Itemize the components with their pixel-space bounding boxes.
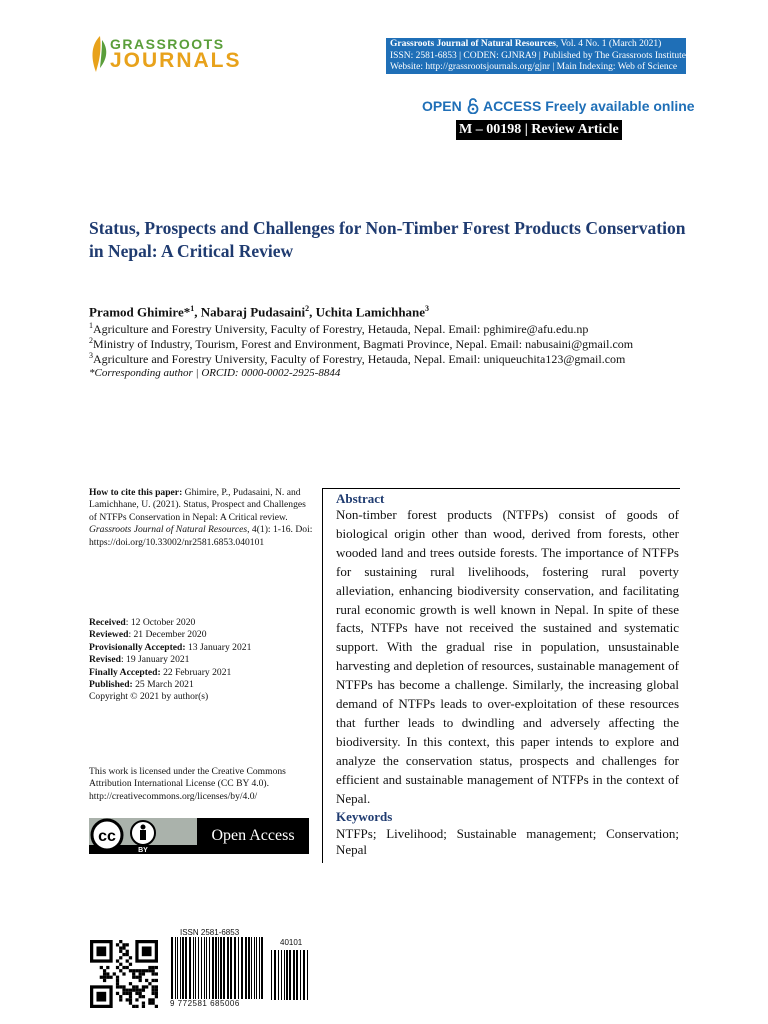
author-list — [89, 304, 429, 320]
affiliation-3 — [89, 351, 625, 367]
date-reviewed-value: : 21 December 2020 — [128, 629, 207, 641]
barcode-digits: 9 772581 685006 — [170, 999, 240, 1008]
logo-text-journals: JOURNALS — [110, 49, 242, 72]
abstract-body: Non-timber forest products (NTFPs) consist of goods of biological origin other than wood, derived from forests, other wooded land and trees outside forests. The importance of NTFPs for sustaining rural livelihoods, fostering rural poverty alleviation, enhancing biodiversity conservation, and facilitating rural economic growth is well known in Nepal. In spite of these facts, NTFPs have not received the sustained and systematic support. With the gradual rise in population, unsustainable harvesting and depletion of resources, sustainable management of NTFPs has become a challenge. Similarly, the increasing global demand of NTFPs leads to over-exploitation of these resources that further leads to dwindling and adversely affecting the biodiversity. In this context, this paper intends to explore and analyze the conservation status, prospects and challenges for efficient and sustainable management of NTFPs in the context of Nepal. — [336, 507, 679, 806]
date-reviewed — [89, 629, 251, 641]
author-2-sup: 2 — [305, 304, 310, 313]
barcode-addon-icon — [270, 950, 310, 1000]
affiliation-2-text: Ministry of Industry, Tourism, Forest and Environment, Bagmati Province, Nepal. Email: nabusaini@gmail.com — [93, 337, 634, 351]
date-received — [89, 617, 251, 629]
affiliation-1-sup: 1 — [89, 321, 93, 330]
corresponding-author: *Corresponding author | ORCID: 0000-0002-2925-8844 — [89, 367, 341, 379]
date-revised — [89, 654, 251, 666]
date-reviewed-label: Reviewed — [89, 629, 129, 641]
dates-block — [89, 617, 251, 704]
date-provisional-value: 13 January 2021 — [185, 641, 252, 653]
paper-title: Status, Prospects and Challenges for Non-Timber Forest Products Conservation in Nepal: A Critical Review — [89, 218, 686, 261]
open-access-rest: ACCESS Freely available online — [482, 98, 695, 114]
journal-logo — [88, 34, 248, 74]
license-url[interactable]: http://creativecommons.org/licenses/by/4.0/ — [89, 790, 258, 802]
license-block — [89, 766, 309, 803]
date-published — [89, 679, 251, 691]
date-published-label: Published: — [89, 679, 133, 691]
date-received-label: Received — [89, 617, 126, 628]
journal-issn-line: ISSN: 2581-6853 | CODEN: GJNRA9 | Published by The Grassroots Institute — [390, 50, 686, 61]
journal-volume: , Vol. 4 No. 1 (March 2021) — [555, 39, 662, 49]
citation-journal: Grassroots Journal of Natural Resources — [89, 524, 248, 536]
date-final — [89, 667, 251, 679]
abstract-top-rule — [322, 488, 680, 489]
by-text: BY — [138, 847, 148, 854]
license-text: This work is licensed under the Creative Commons Attribution International License (CC BY 4.0). — [89, 766, 286, 790]
date-final-label: Finally Accepted: — [89, 666, 161, 678]
barcode-issn: ISSN 2581-6853 — [180, 928, 240, 937]
author-2: , Nabaraj Pudasaini — [194, 304, 306, 320]
journal-info-box — [386, 38, 686, 74]
affiliation-3-text: Agriculture and Forestry University, Faculty of Forestry, Hetauda, Nepal. Email: uniqueuchita123@gmail.com — [93, 352, 626, 366]
affiliation-2-sup: 2 — [89, 336, 93, 345]
citation-label: How to cite this paper: — [89, 487, 183, 498]
logo-text-grassroots: GRASSROOTS — [110, 36, 225, 52]
qr-code-icon — [90, 940, 158, 1008]
leaf-logo-icon — [88, 34, 110, 74]
open-lock-icon — [467, 98, 479, 114]
date-revised-label: Revised — [89, 654, 121, 666]
date-revised-value: : 19 January 2021 — [120, 654, 190, 666]
author-1: Pramod Ghimire* — [89, 304, 191, 320]
cc-by-icon — [89, 818, 197, 854]
open-access-badge: Open Access — [197, 818, 309, 854]
barcode-addon-number: 40101 — [280, 938, 303, 947]
affiliation-1 — [89, 321, 588, 337]
date-received-value: : 12 October 2020 — [125, 617, 196, 628]
barcode-icon — [170, 937, 266, 999]
citation-block — [89, 487, 315, 549]
keywords-body: NTFPs; Livelihood; Sustainable management; Conservation; Nepal — [336, 826, 679, 857]
keywords-heading: Keywords — [336, 809, 393, 824]
date-final-value: 22 February 2021 — [160, 666, 232, 678]
copyright: Copyright © 2021 by author(s) — [89, 691, 209, 703]
cc-by-badge[interactable] — [89, 818, 197, 854]
affiliation-2 — [89, 336, 633, 352]
author-3: , Uchita Lamichhane — [309, 304, 426, 320]
open-access-open: OPEN — [422, 98, 462, 114]
article-type-badge: M – 00198 | Review Article — [456, 120, 622, 140]
author-3-sup: 3 — [425, 304, 430, 313]
citation-text: Ghimire, P., Pudasaini, N. and Lamichhane, U. (2021). Status, Prospect and Challenges of NTFPs Conservation in Nepal: A Critical review. — [89, 487, 306, 523]
journal-name: Grassroots Journal of Natural Resources — [390, 39, 556, 49]
citation-doi: , 4(1): 1-16. Doi: https://doi.org/10.33002/nr2581.6853.040101 — [89, 524, 313, 548]
journal-website-line: Website: http://grassrootsjournals.org/gjnr | Main Indexing: Web of Science — [390, 62, 678, 72]
date-published-value: 25 March 2021 — [132, 679, 194, 691]
cc-text: cc — [98, 828, 116, 845]
abstract-heading: Abstract — [336, 491, 385, 506]
date-provisional — [89, 642, 251, 654]
affiliation-3-sup: 3 — [89, 351, 93, 360]
abstract-side-rule — [322, 488, 323, 863]
author-1-sup: 1 — [190, 304, 195, 313]
date-provisional-label: Provisionally Accepted: — [89, 641, 186, 653]
affiliation-1-text: Agriculture and Forestry University, Faculty of Forestry, Hetauda, Nepal. Email: pghimire@afu.edu.np — [93, 322, 589, 336]
open-access-line — [422, 98, 695, 114]
